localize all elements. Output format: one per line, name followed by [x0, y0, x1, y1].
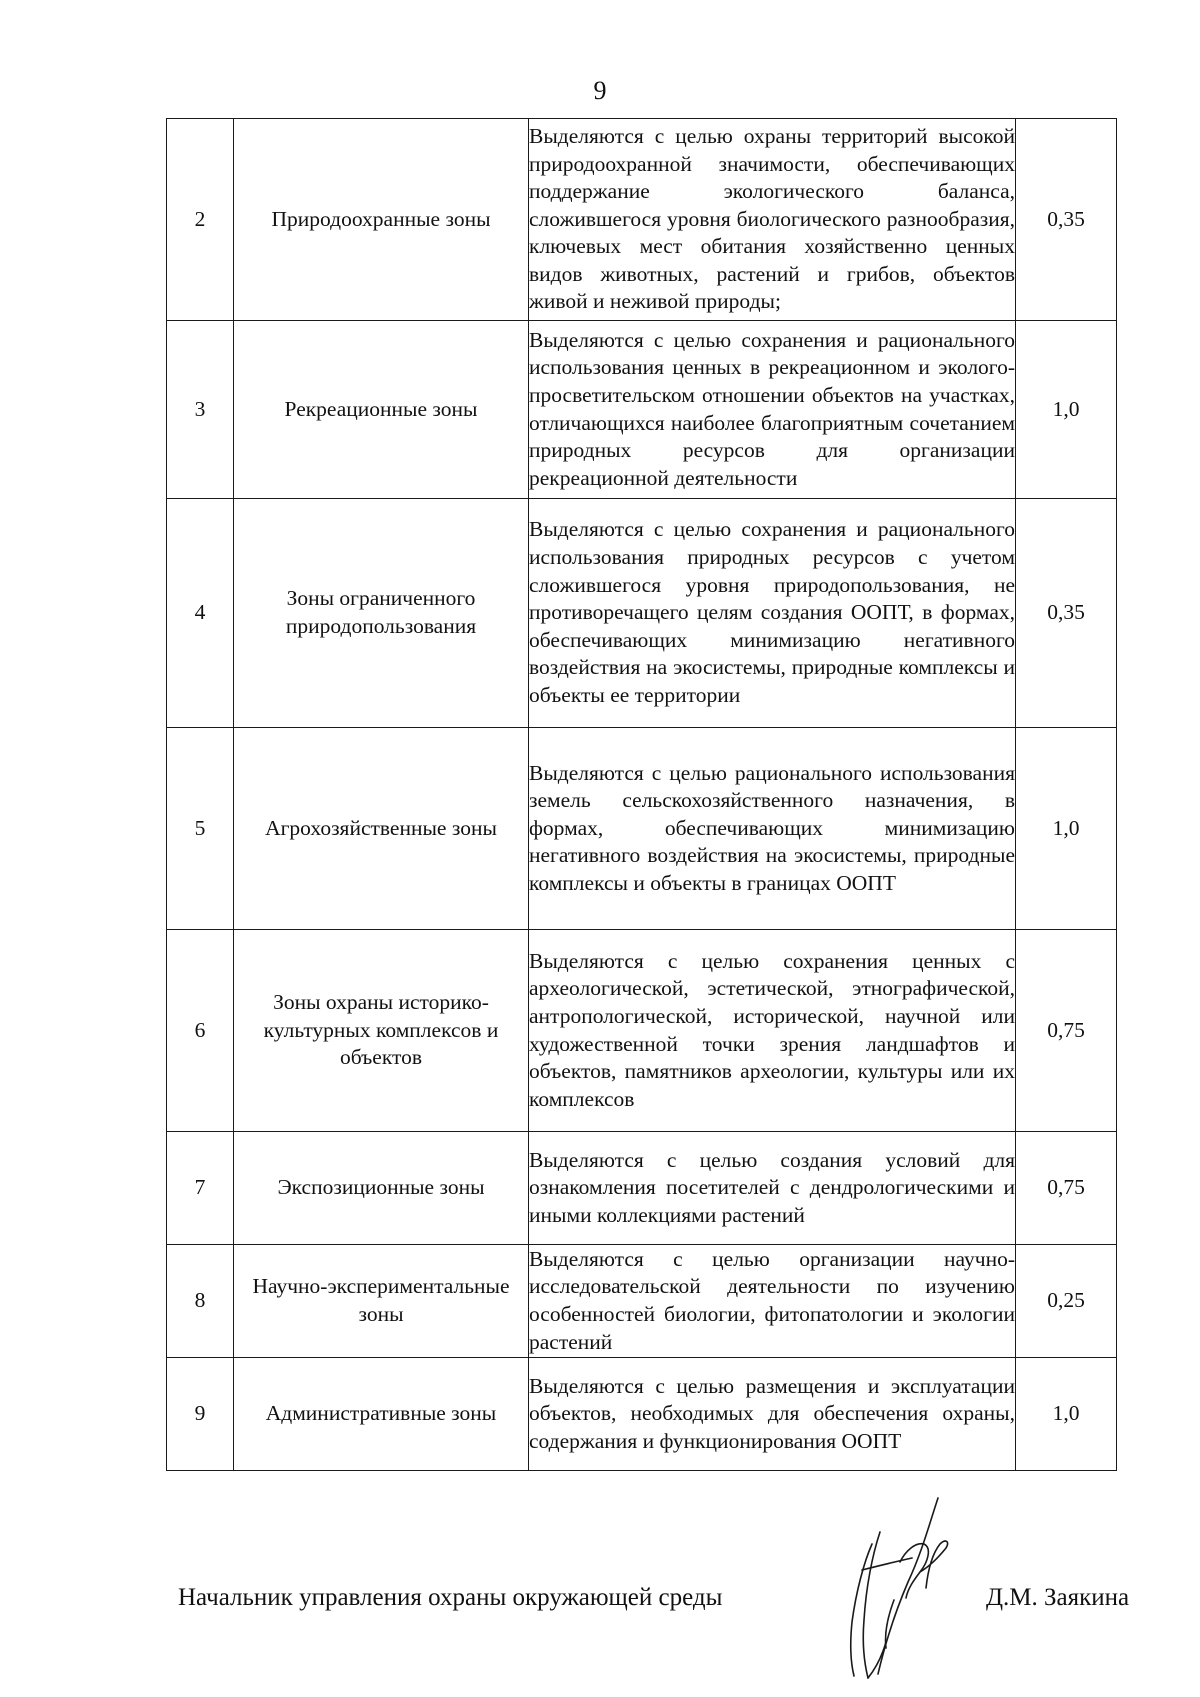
handwritten-signature	[842, 1492, 962, 1682]
zone-coefficient: 0,75	[1016, 930, 1117, 1132]
row-number: 8	[167, 1245, 234, 1358]
row-number: 4	[167, 499, 234, 728]
table-row	[167, 1245, 1117, 1358]
zone-description: Выделяются с целью размещения и эксплуатации объектов, необходимых для обеспечения охраны, содержания и функционирования ООПТ	[529, 1358, 1016, 1471]
zone-description: Выделяются с целью охраны территорий высокой природоохранной значимости, обеспечивающих поддержание экологического баланса, сложившегося уровня биологического разнообразия, ключевых мест обитания хозяйственно ценных видов животных, растений и грибов, объектов живой и неживой природы;	[529, 119, 1016, 321]
zone-description: Выделяются с целью организации научно-исследовательской деятельности по изучению особенностей биологии, фитопатологии и экологии растений	[529, 1245, 1016, 1358]
zone-coefficient: 0,75	[1016, 1132, 1117, 1245]
table-row	[167, 499, 1117, 728]
zone-coefficient: 1,0	[1016, 1358, 1117, 1471]
zone-name: Административные зоны	[234, 1358, 529, 1471]
zone-name: Зоны ограниченного природопользования	[234, 499, 529, 728]
zones-table	[166, 118, 1117, 1471]
signatory-position: Начальник управления охраны окружающей среды	[178, 1584, 723, 1611]
row-number: 9	[167, 1358, 234, 1471]
table-row	[167, 321, 1117, 499]
zone-coefficient: 0,35	[1016, 119, 1117, 321]
zone-coefficient: 0,25	[1016, 1245, 1117, 1358]
table-row	[167, 728, 1117, 930]
row-number: 3	[167, 321, 234, 499]
table-row	[167, 1358, 1117, 1471]
zone-coefficient: 1,0	[1016, 728, 1117, 930]
table-row	[167, 1132, 1117, 1245]
signatory-name: Д.М. Заякина	[986, 1584, 1130, 1611]
zone-name: Рекреационные зоны	[234, 321, 529, 499]
row-number: 2	[167, 119, 234, 321]
row-number: 5	[167, 728, 234, 930]
zone-description: Выделяются с целью сохранения ценных с археологической, эстетической, этнографической, антропологической, исторической, научной или художественной точки зрения ландшафтов и объектов, памятников археологии, культуры или их комплексов	[529, 930, 1016, 1132]
zone-name: Научно-экспериментальные зоны	[234, 1245, 529, 1358]
zone-description: Выделяются с целью сохранения и рационального использования ценных в рекреационном и эколого-просветительском отношении объектов на участках, отличающихся наиболее благоприятным сочетанием природных ресурсов для организации рекреационной деятельности	[529, 321, 1016, 499]
zone-description: Выделяются с целью сохранения и рационального использования природных ресурсов с учетом сложившегося уровня природопользования, не противоречащего целям создания ООПТ, в формах, обеспечивающих минимизацию негативного воздействия на экосистемы, природные комплексы и объекты ее территории	[529, 499, 1016, 728]
zone-name: Экспозиционные зоны	[234, 1132, 529, 1245]
page-number: 9	[593, 76, 607, 105]
zone-coefficient: 0,35	[1016, 499, 1117, 728]
zone-description: Выделяются с целью создания условий для ознакомления посетителей с дендрологическими и иными коллекциями растений	[529, 1132, 1016, 1245]
row-number: 7	[167, 1132, 234, 1245]
zone-description: Выделяются с целью рационального использования земель сельскохозяйственного назначения, в формах, обеспечивающих минимизацию негативного воздействия на экосистемы, природные комплексы и объекты в границах ООПТ	[529, 728, 1016, 930]
zone-name: Зоны охраны историко-культурных комплексов и объектов	[234, 930, 529, 1132]
zone-name: Агрохозяйственные зоны	[234, 728, 529, 930]
zones-table-body	[167, 119, 1117, 1471]
table-row	[167, 119, 1117, 321]
row-number: 6	[167, 930, 234, 1132]
zone-coefficient: 1,0	[1016, 321, 1117, 499]
zone-name: Природоохранные зоны	[234, 119, 529, 321]
table-row	[167, 930, 1117, 1132]
